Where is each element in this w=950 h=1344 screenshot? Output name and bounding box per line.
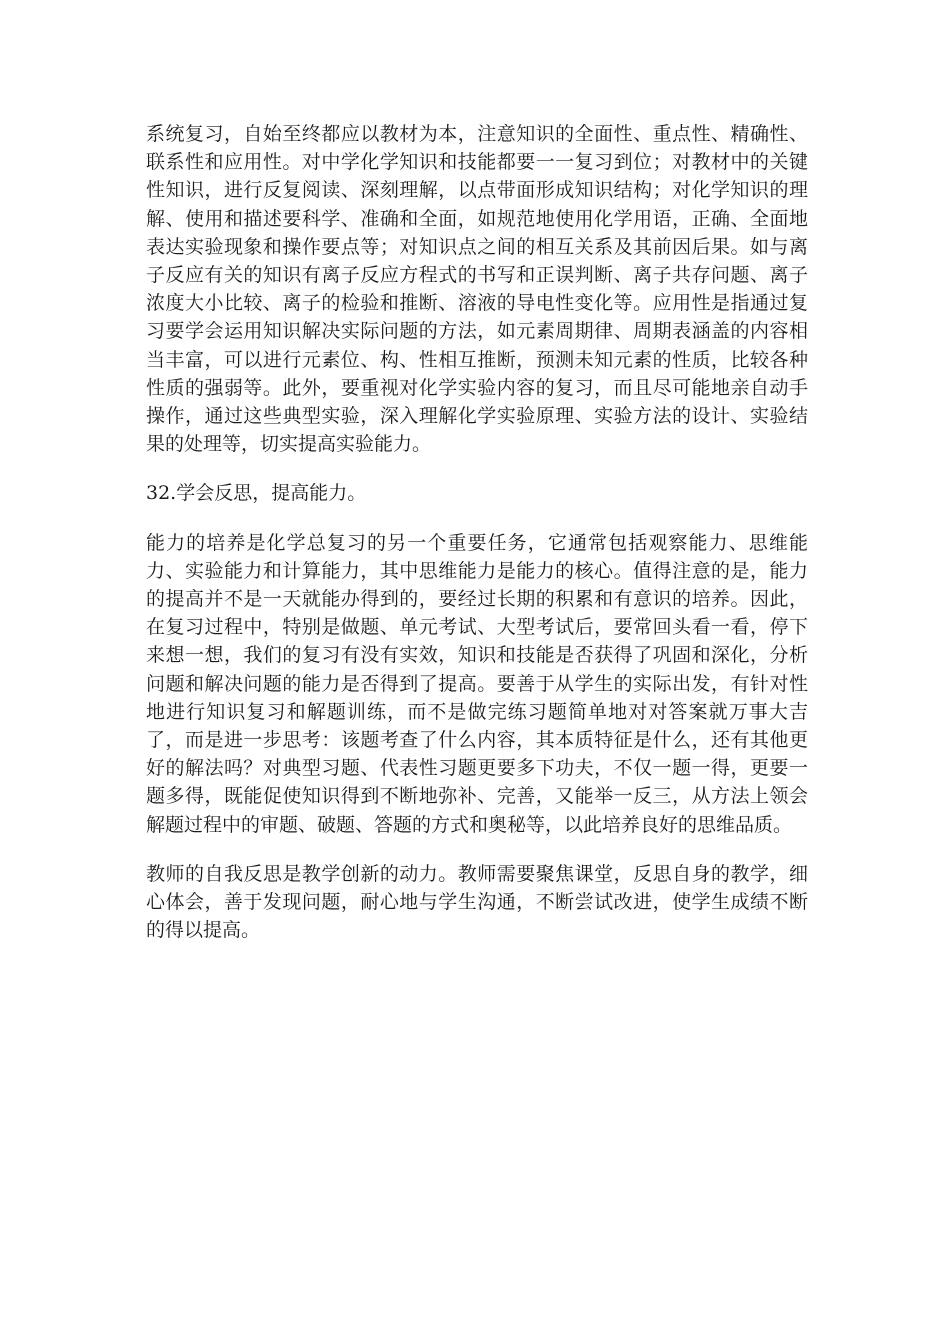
paragraph-review-method: 系统复习，自始至终都应以教材为本，注意知识的全面性、重点性、精确性、联系性和应用性。对中学化学知识和技能都要一一复习到位；对教材中的关键性知识，进行反复阅读、深刻理解，以点带面形成知识结构；对化学知识的理解、使用和描述要科学、准确和全面，如规范地使用化学用语，正确、全面地表达实验现象和操作要点等；对知识点之间的相互关系及其前因后果。如与离子反应有关的知识有离子反应方程式的书写和正误判断、离子共存问题、离子浓度大小比较、离子的检验和推断、溶液的导电性变化等。应用性是指通过复习要学会运用知识解决实际问题的方法，如元素周期律、周期表涵盖的内容相当丰富，可以进行元素位、构、性相互推断，预测未知元素的性质，比较各种性质的强弱等。此外，要重视对化学实验内容的复习，而且尽可能地亲自动手操作，通过这些典型实验，深入理解化学实验原理、实验方法的设计、实验结果的处理等，切实提高实验能力。 [146, 123, 808, 456]
paragraph-ability-training: 能力的培养是化学总复习的另一个重要任务，它通常包括观察能力、思维能力、实验能力和计算能力，其中思维能力是能力的核心。值得注意的是，能力的提高并不是一天就能办得到的，要经过长期的积累和有意识的培养。因此，在复习过程中，特别是做题、单元考试、大型考试后，要常回头看一看，停下来想一想，我们的复习有没有实效，知识和技能是否获得了巩固和深化，分析问题和解决问题的能力是否得到了提高。要善于从学生的实际出发，有针对性地进行知识复习和解题训练，而不是做完练习题简单地对对答案就万事大吉了，而是进一步思考：该题考查了什么内容，其本质特征是什么，还有其他更好的解法吗？对典型习题、代表性习题更要多下功夫，不仅一题一得，更要一题多得，既能促使知识得到不断地弥补、完善，又能举一反三，从方法上领会解题过程中的审题、破题、答题的方式和奥秘等，以此培养良好的思维品质。 [146, 531, 808, 836]
section-heading-32: 32.学会反思，提高能力。 [146, 482, 367, 505]
document-page [146, 120, 808, 965]
paragraph-teacher-reflection: 教师的自我反思是教学创新的动力。教师需要聚焦课堂，反思自身的教学，细心体会，善于发现问题，耐心地与学生沟通，不断尝试改进，使学生成绩不断的得以提高。 [146, 862, 808, 942]
